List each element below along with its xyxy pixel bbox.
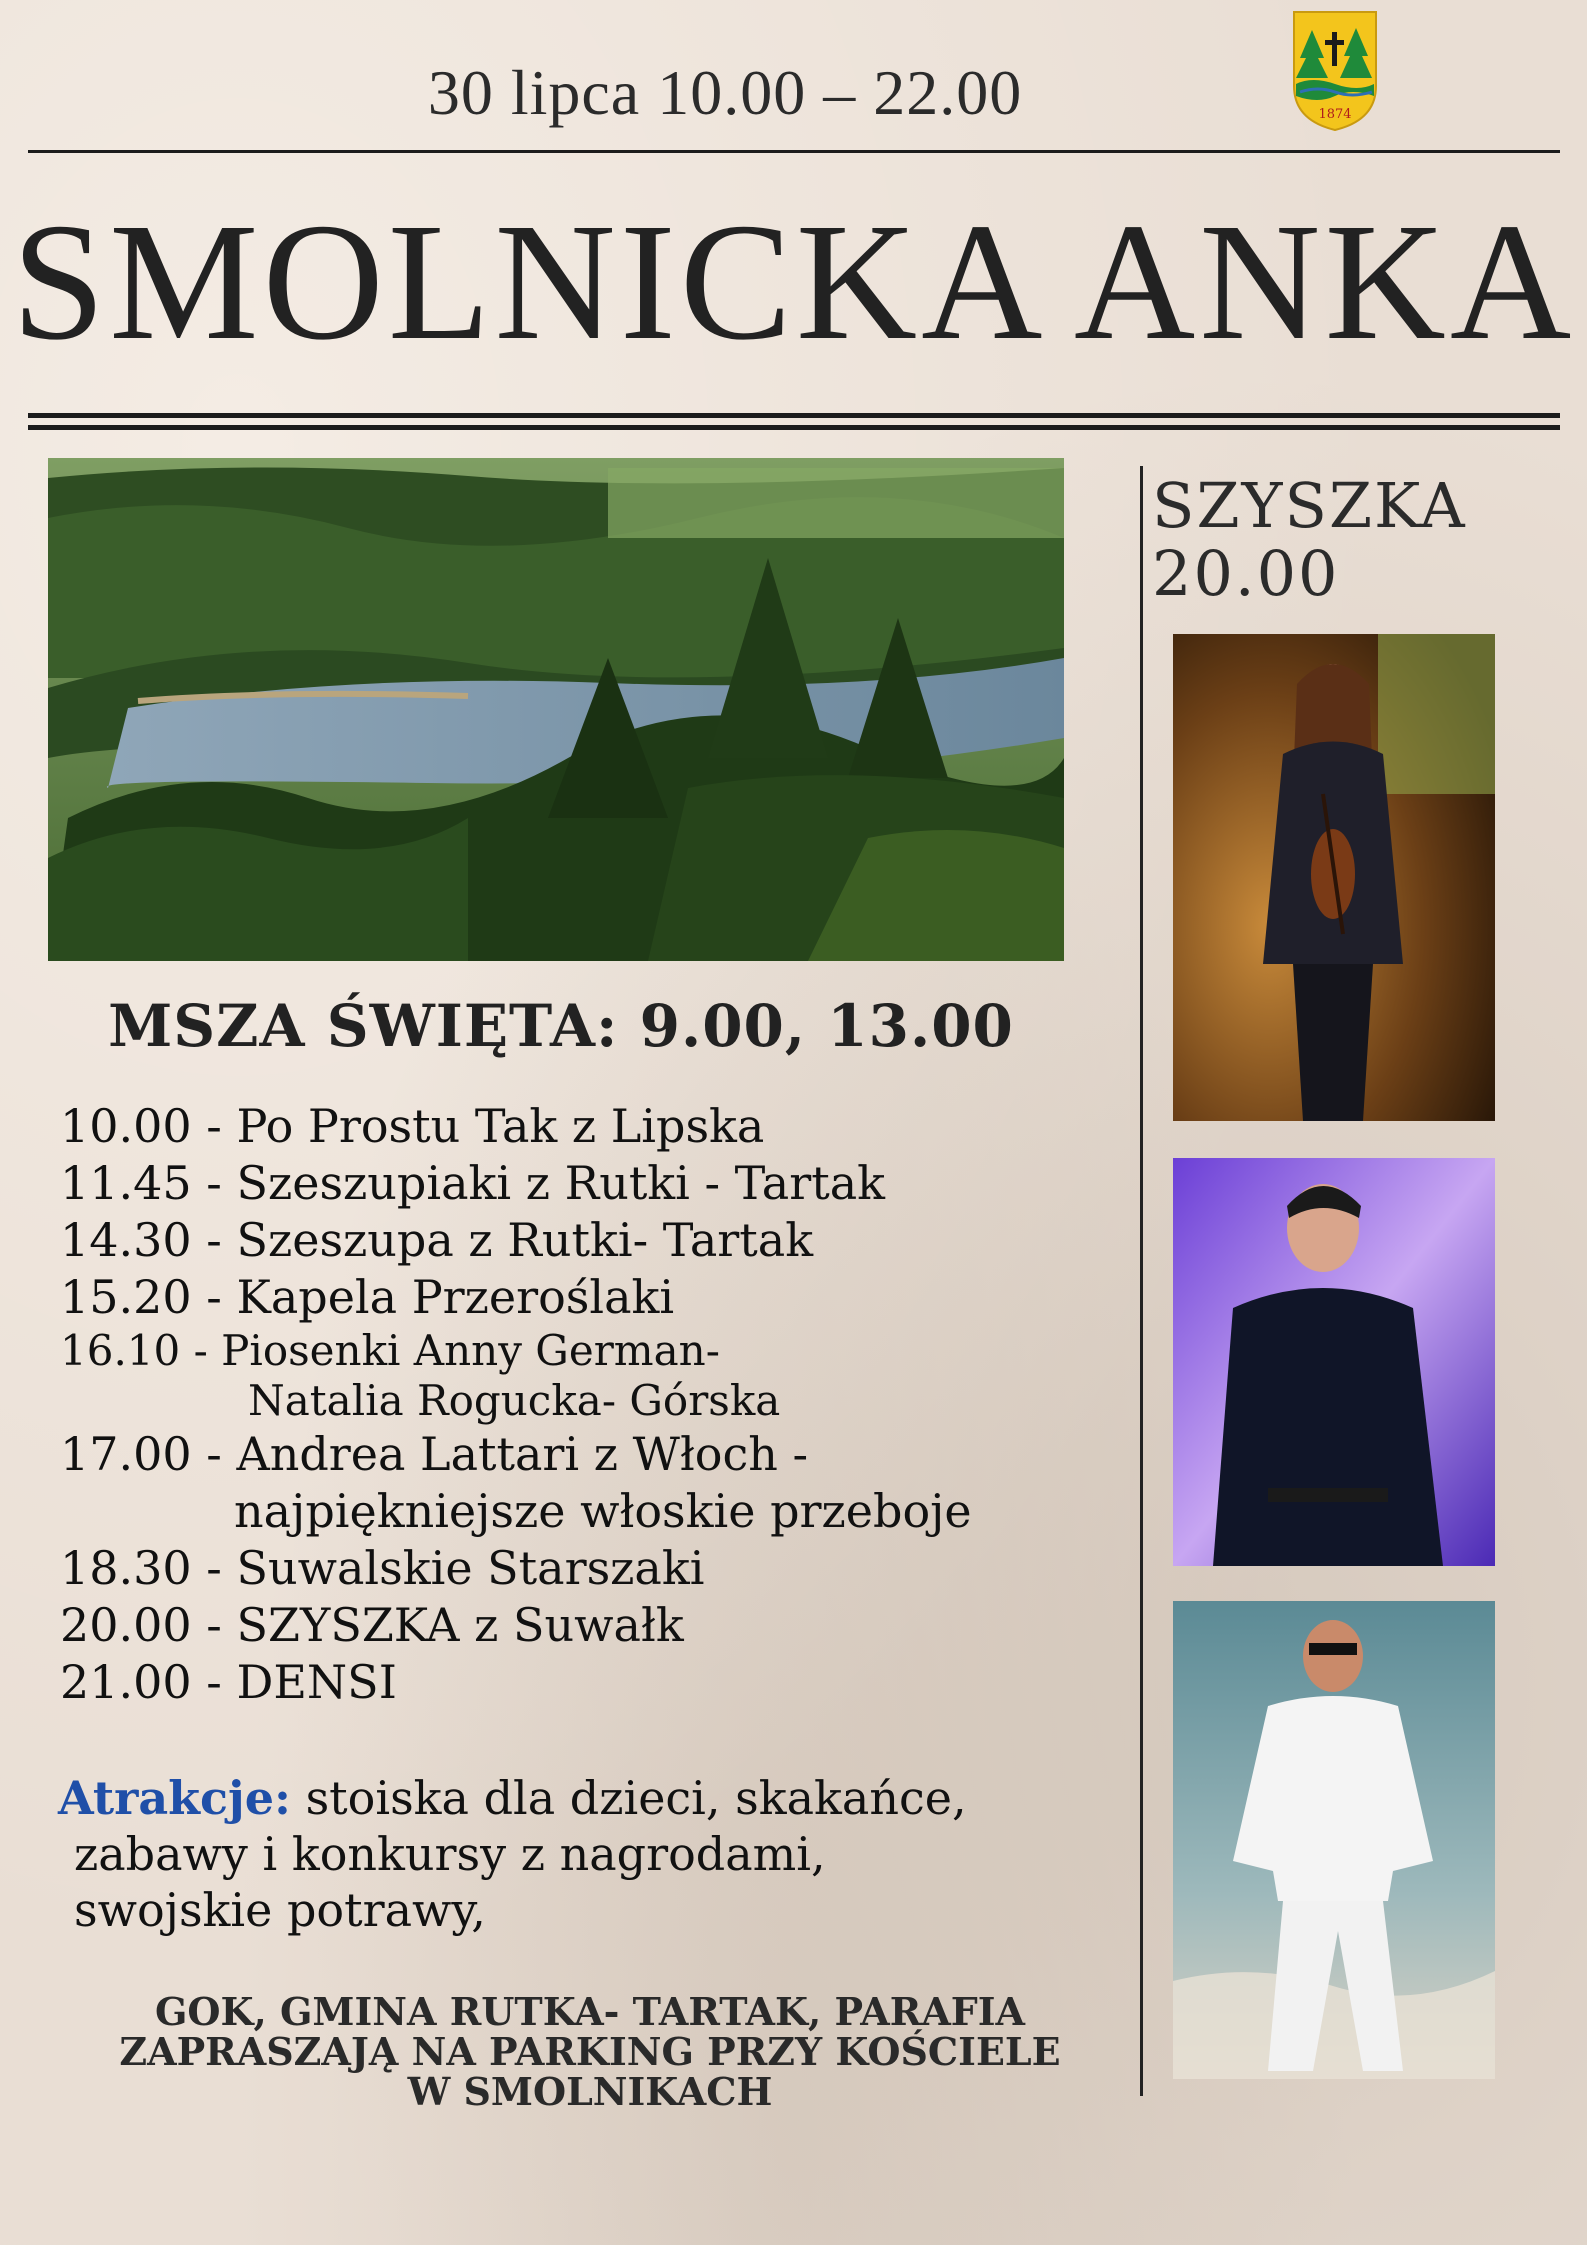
schedule-item-continuation: Natalia Rogucka- Górska [248,1376,781,1425]
schedule-text: 18.30 - Suwalskie Starszaki [60,1541,705,1595]
title-rule-top [28,413,1560,418]
artist-photo-violinist [1173,634,1495,1121]
attractions-line: stoiska dla dzieci, skakańce, [290,1771,967,1825]
event-title: SMOLNICKA ANKA [11,189,1576,375]
title-rule-bottom [28,425,1560,430]
schedule-text: 20.00 - SZYSZKA z Suwałk [60,1598,684,1652]
schedule-text: 10.00 - Po Prostu Tak z Lipska [60,1099,765,1153]
schedule-item [60,1540,1120,1597]
event-date: 30 lipca 10.00 – 22.00 [427,57,1023,128]
schedule-item [60,1326,1120,1376]
municipality-crest [1290,8,1380,133]
artist-photo-man-white [1173,1601,1495,2079]
footer-line: ZAPRASZAJĄ NA PARKING PRZY KOŚCIELE [119,2029,1061,2074]
schedule-item [60,1212,1120,1269]
top-rule [28,150,1560,153]
schedule-item [60,1155,1120,1212]
schedule-text: 14.30 - Szeszupa z Rutki- Tartak [60,1213,814,1267]
footer-line: W SMOLNIKACH [407,2069,773,2114]
crest-year: 1874 [1318,107,1352,122]
schedule-item [60,1269,1120,1326]
artist-photo-man-purple [1173,1158,1495,1566]
column-divider [1140,466,1143,2096]
attractions-label: Atrakcje: [58,1771,291,1825]
schedule-text: 17.00 - Andrea Lattari z Włoch - [60,1427,809,1481]
schedule-text: 21.00 - DENSI [60,1655,397,1709]
headliner-time: 20.00 [1152,537,1340,610]
footer-line: GOK, GMINA RUTKA- TARTAK, PARAFIA [154,1989,1026,2034]
schedule-text: 16.10 - Piosenki Anny German- [60,1326,720,1375]
lake-landscape-photo [48,458,1064,961]
headliner-name: SZYSZKA [1152,469,1467,542]
program-schedule [60,1098,1120,1711]
schedule-text: 15.20 - Kapela Przeroślaki [60,1270,675,1324]
mass-times: MSZA ŚWIĘTA: 9.00, 13.00 [108,992,1014,1060]
attractions-line: swojskie potrawy, [74,1883,486,1937]
schedule-text: 11.45 - Szeszupiaki z Rutki - Tartak [60,1156,885,1210]
schedule-item [60,1098,1120,1155]
schedule-item [60,1654,1120,1711]
schedule-item [60,1426,1120,1483]
attractions [58,1770,1118,1938]
attractions-line: zabawy i konkursy z nagrodami, [74,1827,826,1881]
schedule-item [60,1597,1120,1654]
organizers-invitation [60,1989,1120,2114]
schedule-item-continuation: najpiękniejsze włoskie przeboje [234,1484,972,1538]
headliner-block [1152,469,1467,610]
